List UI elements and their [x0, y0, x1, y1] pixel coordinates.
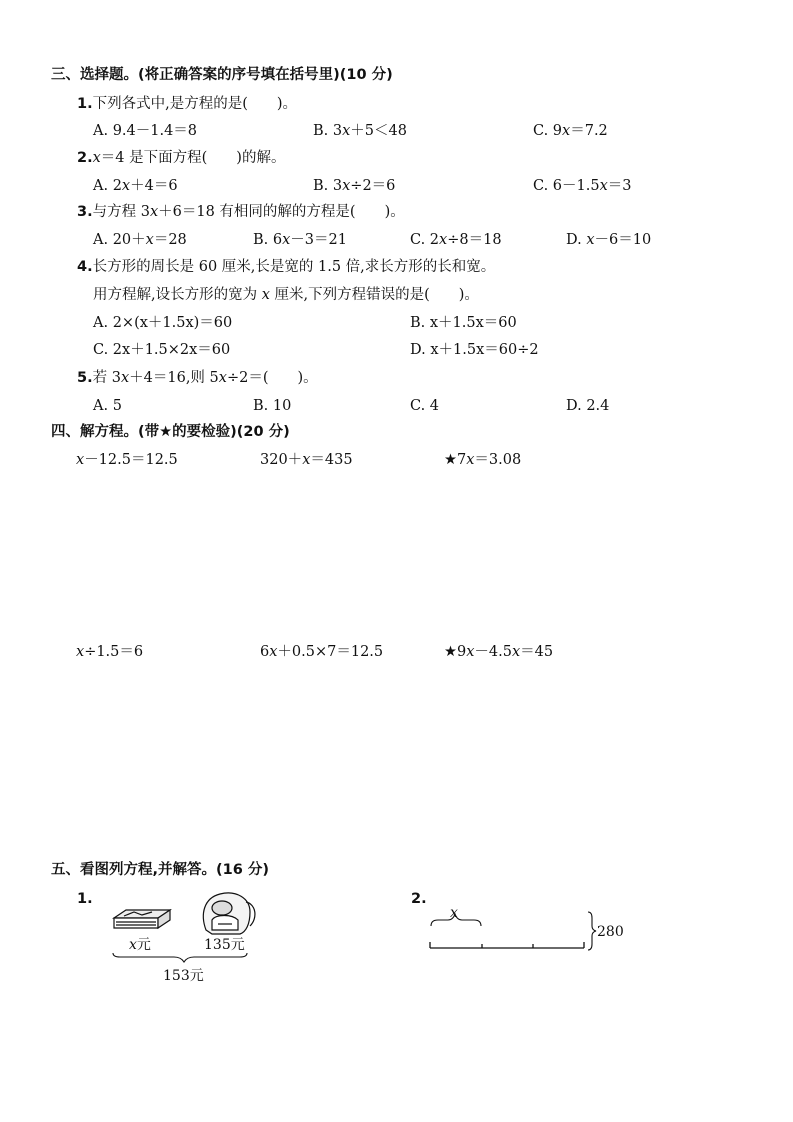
q2-stem: 2.x＝4 是下面方程( )的解。 [77, 150, 286, 166]
unknown-x-label: x [450, 905, 458, 921]
q3-option-a: A. 20＋x＝28 [93, 232, 187, 248]
q3-stem: 3.与方程 3x＋6＝18 有相同的解的方程是( )。 [77, 204, 405, 220]
section3-title: 三、选择题。(将正确答案的序号填在括号里)(10 分) [51, 67, 393, 83]
q5-option-b: B. 10 [253, 398, 292, 414]
q5-option-c: C. 4 [410, 398, 440, 414]
q1-stem: 1.下列各式中,是方程的是( )。 [77, 96, 298, 112]
q2-option-b: B. 3x÷2＝6 [313, 178, 396, 194]
problem1-number: 1. [77, 891, 93, 907]
x-brace [431, 914, 481, 926]
problem2-number: 2. [411, 891, 427, 907]
star-icon: ★ [444, 452, 457, 468]
q2-option-a: A. 2x＋4＝6 [93, 178, 178, 194]
q1-option-a: A. 9.4－1.4＝8 [93, 123, 198, 139]
q1-option-b: B. 3x＋5＜48 [313, 123, 407, 139]
section5-title: 五、看图列方程,并解答。(16 分) [51, 862, 269, 878]
equation-6: ★9x－4.5x＝45 [444, 644, 554, 660]
q5-option-d: D. 2.4 [566, 398, 610, 414]
q1-option-c: C. 9x＝7.2 [533, 123, 608, 139]
q5-stem: 5.若 3x＋4＝16,则 5x÷2＝( )。 [77, 370, 318, 386]
book-icon [114, 910, 170, 928]
q4-option-b: B. x＋1.5x＝60 [410, 315, 517, 331]
q4-option-a: A. 2×(x＋1.5x)＝60 [93, 315, 233, 331]
total-price-label: 153元 [163, 968, 204, 984]
section4-title: 四、解方程。(带★的要检验)(20 分) [51, 424, 290, 440]
q2-option-c: C. 6－1.5x＝3 [533, 178, 632, 194]
q3-option-d: D. x－6＝10 [566, 232, 652, 248]
backpack-icon [203, 893, 255, 934]
equation-1: x－12.5＝12.5 [76, 452, 178, 468]
equation-3: ★7x＝3.08 [444, 452, 522, 468]
problem2-segment-diagram [426, 910, 626, 960]
q5-option-a: A. 5 [93, 398, 122, 414]
equation-2: 320＋x＝435 [260, 452, 353, 468]
total-280-label: 280 [597, 924, 624, 940]
total-brace-right [588, 912, 596, 950]
total-brace [113, 953, 247, 962]
equation-4: x÷1.5＝6 [76, 644, 144, 660]
backpack-price-label: 135元 [204, 937, 245, 953]
q3-option-b: B. 6x－3＝21 [253, 232, 347, 248]
q4-option-c: C. 2x＋1.5×2x＝60 [93, 342, 231, 358]
q3-option-c: C. 2x÷8＝18 [410, 232, 502, 248]
equation-5: 6x＋0.5×7＝12.5 [260, 644, 384, 660]
q4-option-d: D. x＋1.5x＝60÷2 [410, 342, 539, 358]
q4-stem-line1: 4.长方形的周长是 60 厘米,长是宽的 1.5 倍,求长方形的长和宽。 [77, 259, 496, 275]
q4-stem-line2: 用方程解,设长方形的宽为 x 厘米,下列方程错误的是( )。 [93, 287, 479, 303]
star-icon: ★ [444, 644, 457, 660]
book-price-label: x元 [129, 937, 151, 953]
